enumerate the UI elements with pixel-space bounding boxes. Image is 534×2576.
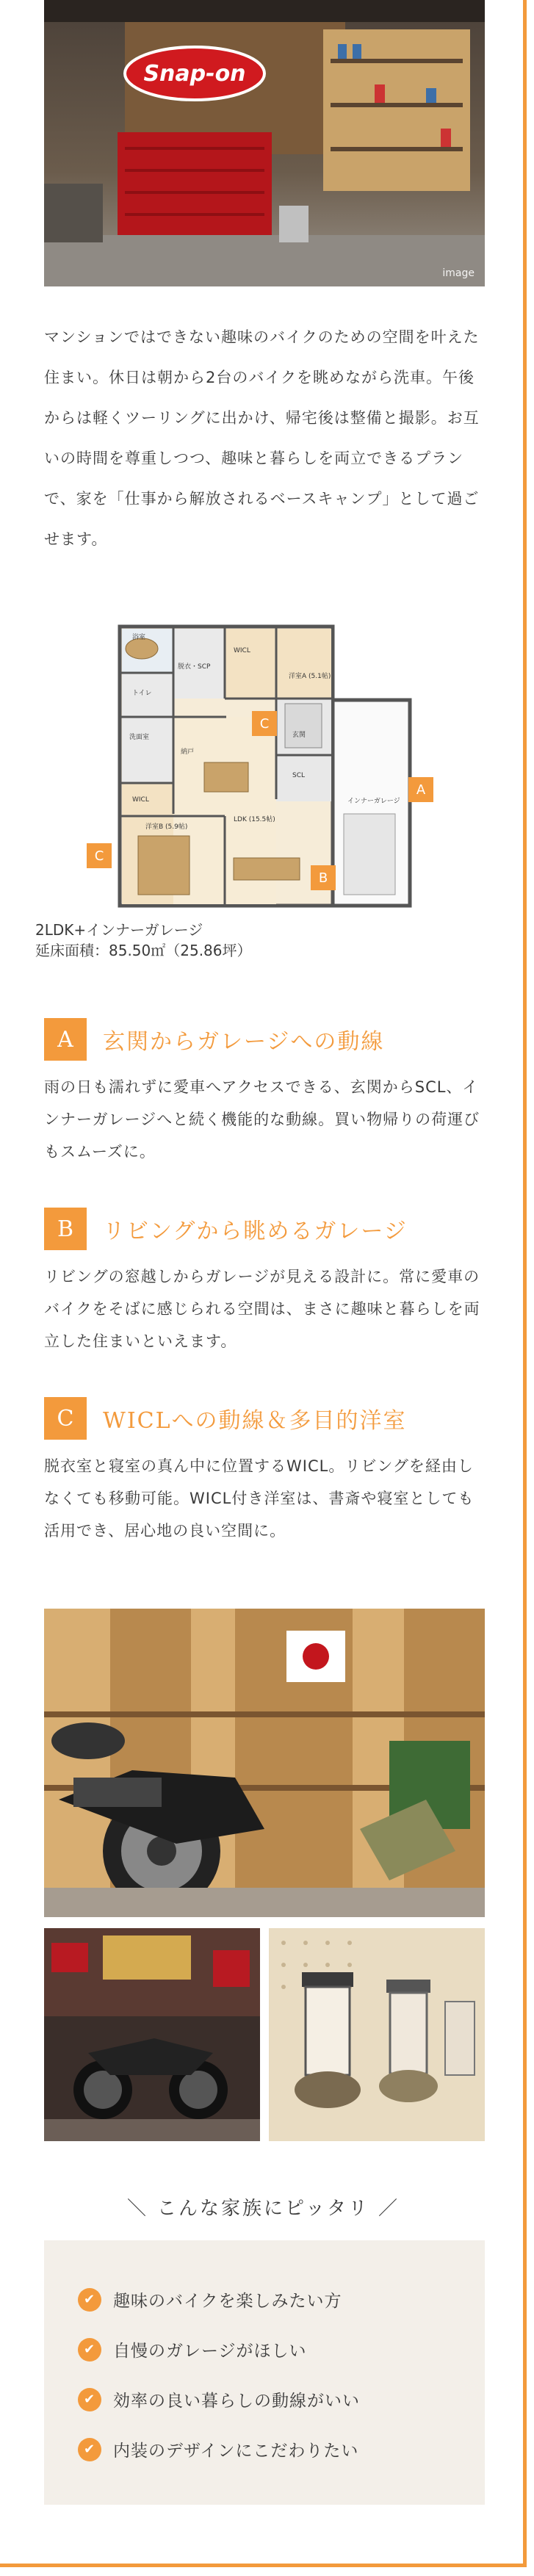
fit-item xyxy=(78,2287,342,2312)
check-icon: ✔ xyxy=(78,2288,101,2312)
fit-title-text: こんな家族にピッタリ xyxy=(157,2198,369,2220)
plan-toilet-label: トイレ xyxy=(132,690,152,697)
fit-item xyxy=(78,2337,307,2362)
motorcycle-garage-photo xyxy=(44,1609,485,1917)
section-a-title: 玄関からガレージへの動線 xyxy=(103,1029,385,1055)
fit-item-text: 効率の良い暮らしの動線がいい xyxy=(113,2392,360,2411)
section-b-title: リビングから眺めるガレージ xyxy=(103,1219,408,1244)
plan-marker-c-left: C xyxy=(87,843,112,868)
plan-type: 2LDK+インナーガレージ xyxy=(35,921,203,939)
plan-meta xyxy=(35,920,252,961)
plan-dressing-label: 脱衣・SCP xyxy=(178,663,211,671)
section-c-body: 脱衣室と寝室の真ん中に位置するWICL。リビングを経由しなくても移動可能。WICL付き洋室は、書斎や寝室としても活用でき、居心地の良い空間に。 xyxy=(44,1457,475,1540)
fit-title: ＼ こんな家族にピッタリ ／ xyxy=(127,2198,400,2220)
intro-text: マンションではできない趣味のバイクのための空間を叶えた住まい。休日は朝から2台のバイクを眺めながら洗車。午後からは軽くツーリングに出かけ、帰宅後は整備と撮影。お互いの時間を尊重しつつ、趣味と暮らしを両立できるプランで、家を「仕事から解放されるベースキャンプ」として過ごせます。 xyxy=(44,328,480,548)
fit-item-text: 内装のデザインにこだわりたい xyxy=(113,2442,359,2461)
fit-item-text: 趣味のバイクを楽しみたい方 xyxy=(113,2292,342,2311)
plan-garage-label: インナーガレージ xyxy=(347,798,400,805)
section-c-header xyxy=(44,1397,407,1440)
snap-on-sign: Snap-on xyxy=(143,61,246,87)
section-b-body: リビングの窓越しからガレージが見える設計に。常に愛車のバイクをそばに感じられる空間は、まさに趣味と暮らしを両立した住まいといえます。 xyxy=(44,1268,480,1350)
plan-marker-b: B xyxy=(311,865,336,890)
plan-western2-label: 洋室B (5.9帖) xyxy=(145,823,188,831)
plan-marker-c-top: C xyxy=(252,711,277,736)
check-icon: ✔ xyxy=(78,2388,101,2411)
fit-item xyxy=(78,2387,360,2411)
plan-wicl1-label: WICL xyxy=(234,647,250,654)
plan-western1-label: 洋室A (5.1帖) xyxy=(289,673,331,680)
check-icon: ✔ xyxy=(78,2338,101,2362)
section-a-body: 雨の日も濡れずに愛車へアクセスできる、玄関からSCL、インナーガレージへと続く機能的な動線。買い物帰りの荷運びもスムーズに。 xyxy=(44,1078,480,1161)
section-c-title: WICLへの動線＆多目的洋室 xyxy=(103,1408,407,1434)
section-a-header xyxy=(44,1018,384,1061)
plan-washroom-label: 洗面室 xyxy=(129,734,150,741)
lanterns-photo xyxy=(269,1928,485,2141)
plan-entrance-label: 玄関 xyxy=(292,732,306,739)
plan-storage-label: 納戸 xyxy=(181,748,195,756)
garage-bikes-photo xyxy=(44,1928,260,2141)
plan-ldk-label: LDK (15.5帖) xyxy=(234,816,275,823)
section-c-badge: C xyxy=(44,1397,87,1440)
section-b-badge: B xyxy=(44,1208,87,1250)
fit-list xyxy=(44,2240,485,2505)
fit-item-text: 自慢のガレージがほしい xyxy=(113,2342,307,2361)
plan-bath-label: 浴室 xyxy=(132,634,146,641)
check-icon: ✔ xyxy=(78,2438,101,2461)
fit-item xyxy=(78,2437,358,2461)
plan-area: 延床面積：85.50㎡（25.86坪） xyxy=(35,942,252,959)
hero-garage-photo xyxy=(44,0,485,286)
floor-plan xyxy=(94,623,426,909)
section-b-header xyxy=(44,1208,408,1250)
section-a-badge: A xyxy=(44,1018,87,1061)
plan-scl-label: SCL xyxy=(292,772,306,779)
plan-wicl2-label: WICL xyxy=(132,796,149,804)
plan-marker-a: A xyxy=(408,777,433,802)
image-caption: image xyxy=(442,267,475,279)
